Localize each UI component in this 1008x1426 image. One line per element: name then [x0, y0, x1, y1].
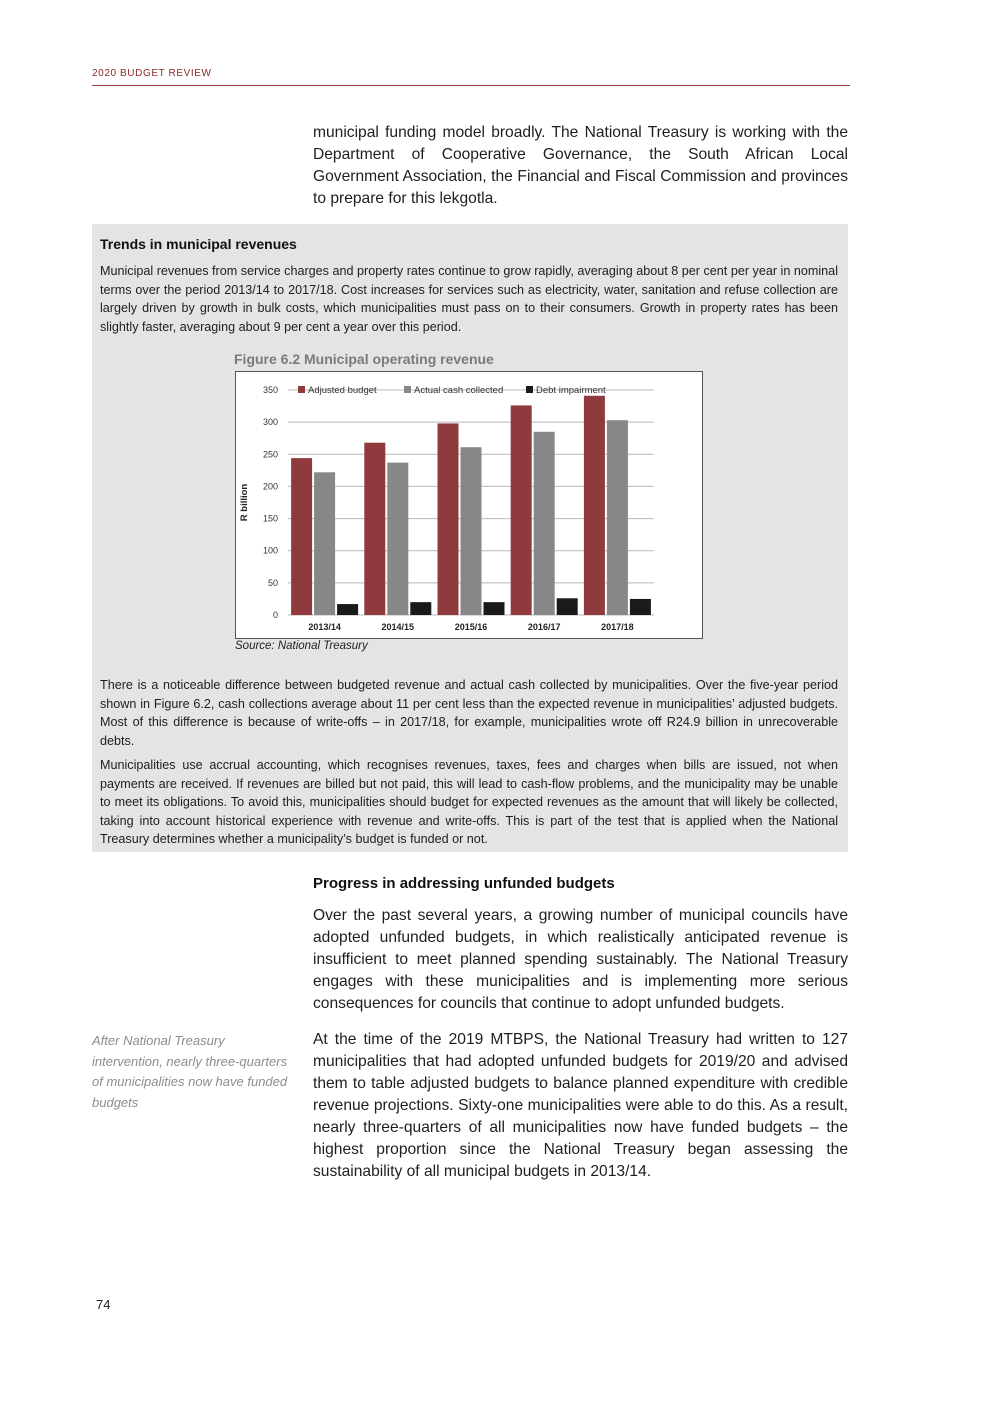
y-tick-label: 50	[267, 577, 278, 588]
box-heading: Trends in municipal revenues	[100, 236, 297, 252]
legend-label: Debt impairment	[536, 385, 606, 396]
y-axis-label: R billion	[239, 483, 250, 522]
x-tick-label: 2013/14	[308, 622, 341, 632]
y-tick-label: 0	[272, 610, 278, 620]
y-tick-label: 200	[262, 481, 278, 492]
section-paragraph-1: Over the past several years, a growing number of municipal councils have adopted unfunded budgets, in which realistically anticipated revenue is insufficient to meet planned spending sustainably. The National Treasury engages with these municipalities and is implementing more serious consequences for councils that continue to adopt unfunded budgets.	[313, 907, 848, 1012]
y-tick-label: 100	[262, 545, 278, 556]
bar	[584, 396, 605, 615]
page-number: 74	[96, 1297, 111, 1312]
bar	[291, 458, 312, 615]
running-header: 2020 BUDGET REVIEW	[92, 68, 850, 86]
y-tick-label: 150	[262, 513, 278, 524]
y-tick-label: 350	[262, 385, 278, 395]
bar	[534, 432, 555, 615]
bar	[364, 443, 385, 615]
margin-note: After National Treasury intervention, nearly three-quarters of municipalities now have funded budgets	[92, 1033, 288, 1110]
bar	[511, 405, 532, 615]
section-paragraph-2: At the time of the 2019 MTBPS, the National Treasury had written to 127 municipalities that had adopted unfunded budgets for 2019/20 and advised them to table adjusted budgets to balance planned expenditure with credible revenue projections. Sixty-one municipalities were able to do this. As a result, nearly three-quarters of all municipalities now have funded budgets – the highest proportion since the National Treasury began assessing the sustainability of all municipal budgets in 2013/14.	[313, 1031, 848, 1180]
x-tick-label: 2016/17	[527, 622, 561, 632]
bar	[438, 423, 459, 615]
bar	[314, 472, 335, 615]
bar	[630, 599, 651, 615]
x-tick-label: 2014/15	[381, 622, 415, 632]
bar	[461, 447, 482, 615]
trends-box	[92, 224, 848, 852]
bar-chart	[236, 372, 702, 638]
legend-label: Actual cash collected	[414, 385, 504, 396]
intro-paragraph: municipal funding model broadly. The National Treasury is working with the Department of Cooperative Governance, the South African Local Government Association, the Financial and Fiscal Commission and provinces to prepare for this lekgotla.	[313, 124, 848, 207]
box-paragraph-1: Municipal revenues from service charges and property rates continue to grow rapidly, averaging about 8 per cent per year in nominal terms over the period 2013/14 to 2017/18. Cost increases for services such as electricity, water, sanitation and refuse collection are largely driven by growth in bulk costs, which municipalities must pass on to their consumers. Growth in property rates has been slightly faster, averaging about 9 per cent a year over this period.	[100, 264, 838, 334]
box-paragraph-2: There is a noticeable difference between budgeted revenue and actual cash collected by municipalities. Over the five-year period shown in Figure 6.2, cash collections average about 11 per cent less than the expected revenue in municipalities’ adjusted budgets. Most of this difference is because of write-offs – in 2017/18, for example, municipalities wrote off R24.9 billion in unrecoverable debts.	[100, 678, 838, 748]
legend-swatch	[298, 386, 305, 393]
legend-swatch	[526, 386, 533, 393]
figure-title: Figure 6.2 Municipal operating revenue	[234, 351, 494, 367]
bar	[410, 602, 431, 615]
x-tick-label: 2015/16	[454, 622, 488, 632]
bar	[557, 598, 578, 615]
section-heading: Progress in addressing unfunded budgets	[313, 875, 615, 892]
bar	[484, 602, 505, 615]
bar	[607, 420, 628, 615]
legend-label: Adjusted budget	[308, 385, 377, 396]
figure-source: Source: National Treasury	[235, 640, 368, 652]
legend-swatch	[404, 386, 411, 393]
bar	[337, 604, 358, 615]
y-tick-label: 250	[262, 449, 278, 460]
chart-frame	[235, 371, 703, 639]
y-tick-label: 300	[262, 417, 278, 428]
bar	[387, 463, 408, 615]
x-tick-label: 2017/18	[601, 622, 634, 632]
box-paragraph-3: Municipalities use accrual accounting, which recognises revenues, taxes, fees and charges when bills are issued, not when payments are received. If revenues are billed but not paid, this will lead to cash-flow problems, and the municipality may be unable to meet its obligations. To avoid this, municipalities should budget for expected revenues as the amount that will likely be collected, taking into account historical experience with revenue and write-offs. This is part of the test that is applied when the National Treasury determines whether a municipality’s budget is funded or not.	[100, 758, 838, 847]
